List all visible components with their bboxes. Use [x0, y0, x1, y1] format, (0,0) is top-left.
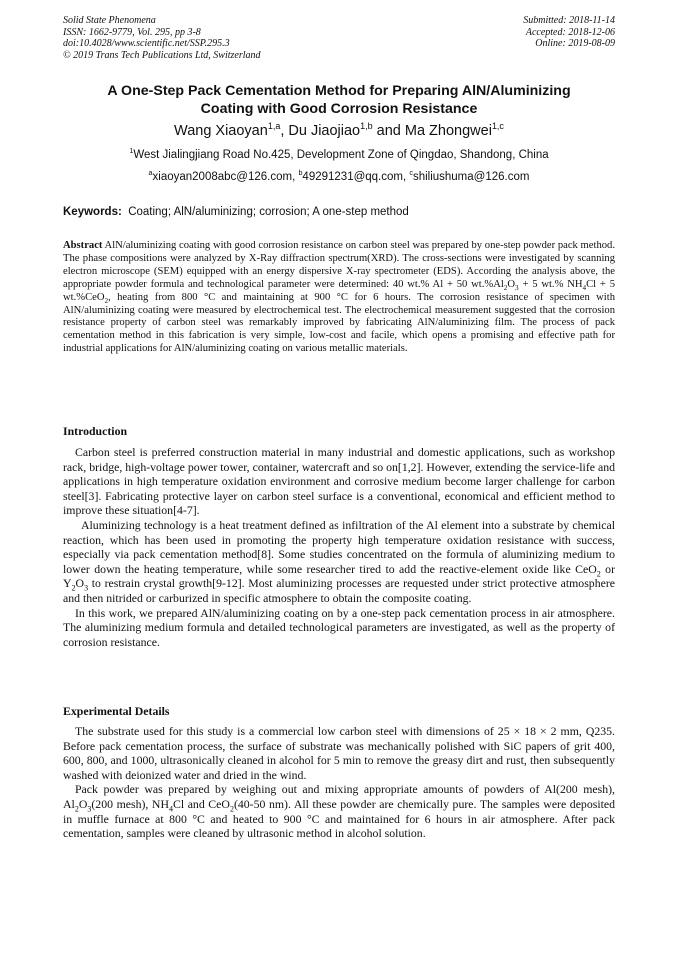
subscript: 2: [503, 283, 508, 292]
paragraph-text: Cl and CeO: [172, 796, 230, 811]
affiliation-superscript: 1: [129, 147, 134, 156]
abstract-text: O: [507, 278, 516, 290]
paragraph-text: or Y: [63, 561, 615, 591]
experimental-body: [63, 724, 615, 841]
paragraph-text: (200 mesh), NH: [91, 796, 169, 811]
subscript: 2: [229, 804, 234, 814]
paragraph: [63, 518, 615, 606]
section-heading-experimental: Experimental Details: [63, 704, 170, 718]
paragraph-text: O: [78, 796, 88, 811]
introduction-body: [63, 445, 615, 649]
paragraph-text: (40-50 nm). All these powder are chemically pure. The samples were deposited in muffle furnace at 800 °C and heated to 900 °C and maintained for 6 hours in air atmosphere. After pack cementation, samples were cleaned by ultrasonic method in alcohol solution.: [63, 796, 616, 841]
journal-doi[interactable]: doi:10.4028/www.scientific.net/SSP.295.3: [63, 38, 230, 49]
keywords: [63, 205, 615, 220]
online-date: Online: 2019-08-09: [535, 38, 615, 49]
subscript: 2: [596, 569, 601, 579]
paragraph: In this work, we prepared AlN/aluminizing coating on by a one-step pack cementation process in air atmosphere. The aluminizing medium formula and detailed technological parameters are investigated, as well as the property of corrosion resistance.: [63, 605, 615, 649]
paragraph-text: Pack powder was prepared by weighing out and mixing appropriate amounts of powders of Al(200 mesh), Al: [63, 782, 615, 811]
subscript: 2: [71, 583, 76, 593]
journal-info: [63, 15, 261, 61]
author-name: Wang Xiaoyan: [174, 123, 268, 139]
affiliation-text: West Jialingjiang Road No.425, Development Zone of Qingdao, Shandong, China: [133, 149, 549, 161]
email-superscript: c: [409, 169, 413, 178]
paragraph: [63, 782, 615, 840]
abstract-text: Cl + 5 wt.%CeO: [63, 278, 616, 303]
submitted-date: Submitted: 2018-11-14: [523, 15, 615, 26]
abstract: [63, 240, 615, 356]
paragraph-text: Aluminizing technology is a heat treatment defined as infiltration of the Al element into a substrate by chemical reaction, which has been used in promoting the property high temperature oxidation resistance with success, especially via pack cementation method[8]. Some studies concentrated on the formula of aluminizing medium to lower down the heating temperature, while some researcher tired to add the reactive-element oxide like CeO: [63, 517, 615, 576]
subscript: 3: [84, 583, 89, 593]
journal-issn: ISSN: 1662-9779, Vol. 295, pp 3-8: [63, 26, 201, 38]
title-line-2: Coating with Good Corrosion Resistance: [200, 101, 478, 117]
author-list: [40, 122, 638, 140]
subscript: 4: [168, 804, 173, 814]
subscript: 3: [87, 804, 92, 814]
email-address[interactable]: xiaoyan2008abc@126.com: [152, 171, 293, 183]
subscript: 2: [74, 804, 79, 814]
author-separator: and: [372, 123, 405, 139]
paragraph: The substrate used for this study is a commercial low carbon steel with dimensions of 25 × 18 × 2 mm, Q235. Before pack cementation process, the surface of substrate was mechanically polished with SiC papers of grit 400, 600, 800, and 1000, ultrasonically cleaned in alcohol for 5 min to remove the greasy dirt and rust, then subsequently washed with deionized water and dried in the wind.: [63, 724, 615, 782]
paper-title: [40, 82, 638, 118]
paragraph-text: O: [75, 576, 85, 591]
abstract-text: + 5 wt.% NH: [518, 278, 583, 290]
keywords-label: Keywords:: [63, 206, 122, 218]
journal-name: Solid State Phenomena: [63, 15, 156, 26]
title-line-1: A One-Step Pack Cementation Method for Preparing AlN/Aluminizing: [107, 83, 571, 99]
email-superscript: a: [148, 169, 153, 178]
author-name: Du Jiaojiao: [288, 123, 361, 139]
email-list: [40, 170, 638, 185]
abstract-text: AlN/aluminizing coating with good corrosion resistance on carbon steel was prepared by one-step powder pack method. The phase compositions were analyzed by X-Ray diffraction spectrum(XRD). The cross-sections were investigated by scanning electron microscope (SEM) equipped with an energy dispersive X-ray spectrometer (EDS). According the analysis above, the appropriate powder formula and technological parameter were determined: 40 wt.% Al + 50 wt.%Al: [63, 240, 615, 290]
author-superscript: 1,a: [267, 121, 281, 132]
subscript: 4: [582, 283, 587, 292]
author-superscript: 1,b: [360, 121, 373, 132]
subscript: 2: [104, 296, 109, 305]
email-address[interactable]: shiliushuma@126.com: [412, 171, 530, 183]
paragraph-text: to restrain crystal growth[9-12]. Most aluminizing processes are requested under strict protective atmosphere and then nitrided or carburized in specific atmosphere to obtain the composite coating.: [63, 576, 615, 605]
author-superscript: 1,c: [491, 121, 504, 132]
email-separator: ,: [292, 171, 299, 183]
submission-dates: [523, 15, 615, 50]
abstract-text: , heating from 800 °C and maintaining at 900 °C for 6 hours. The corrosion resistance of specimen with AlN/aluminizing coating were measured by electrochemical test. The electrochemical measurement suggested that the corrosion resistance property of carbon steel was remarkably improved by fabricating AlN/aluminizing film. The process of pack cementation method in this fabrication is very simple, low-cost and facile, which opens a promising and effective path for industrial applications for AlN/aluminizing coating on various metallic materials.: [63, 291, 615, 355]
keywords-text: Coating; AlN/aluminizing; corrosion; A one-step method: [128, 206, 409, 218]
accepted-date: Accepted: 2018-12-06: [525, 26, 615, 38]
subscript: 3: [515, 283, 519, 292]
journal-copyright: © 2019 Trans Tech Publications Ltd, Switzerland: [63, 49, 261, 61]
email-address[interactable]: 49291231@qq.com: [302, 171, 403, 183]
paragraph: Carbon steel is preferred construction material in many industrial and domestic applications, such as workshop rack, bridge, high-voltage power tower, container, watercraft and so on[1,2]. However, extending the service-life and applications in high temperature oxidation environment and corrosive medium become larger challenge for carbon steel[3]. Fabricating protective layer on carbon steel surface is a conventional, economical and efficient method to improve these situation[4-7].: [63, 445, 615, 518]
section-heading-introduction: Introduction: [63, 424, 128, 438]
abstract-label: Abstract: [63, 240, 103, 251]
email-separator: ,: [402, 171, 410, 183]
email-superscript: b: [298, 169, 303, 178]
author-separator: ,: [280, 123, 289, 139]
author-name: Ma Zhongwei: [404, 123, 492, 139]
affiliation: [40, 148, 638, 163]
